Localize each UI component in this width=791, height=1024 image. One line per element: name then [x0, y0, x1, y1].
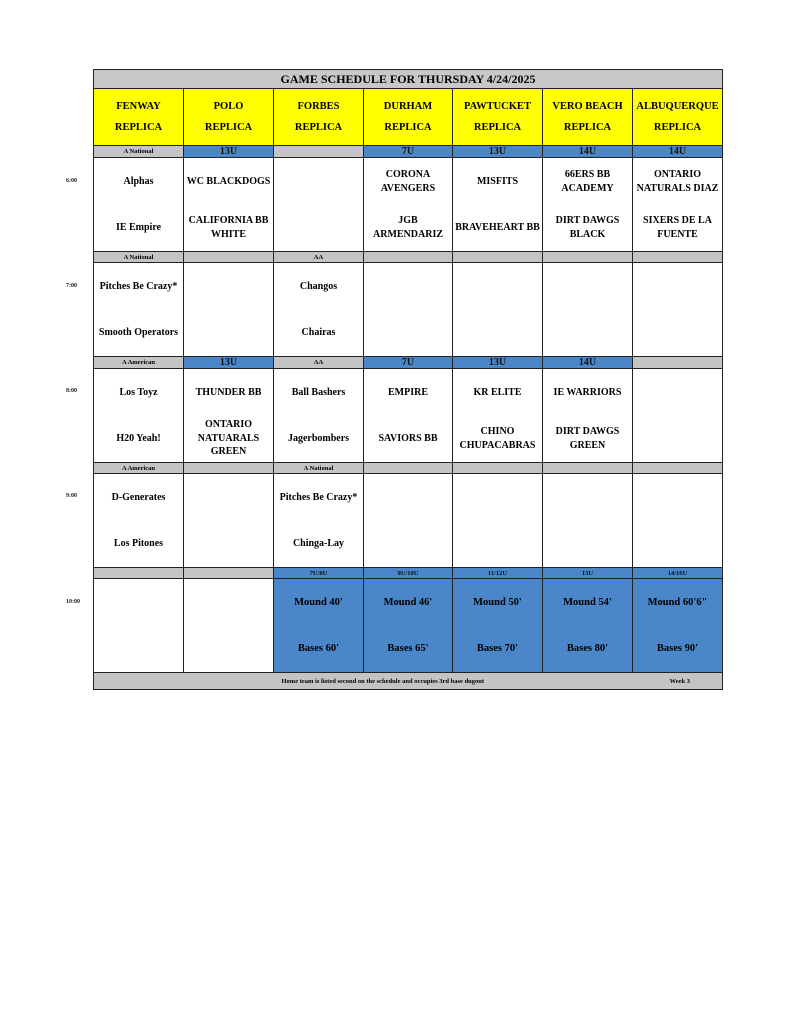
dimension-cell	[274, 579, 364, 673]
division-label: 7U	[364, 146, 453, 158]
division-row	[94, 568, 723, 579]
base-distance: Bases 60'	[297, 642, 340, 654]
game-cell	[94, 369, 184, 463]
dimension-cell	[364, 579, 453, 673]
time-label-6: 6:00	[66, 178, 77, 184]
home-team: Chinga-Lay	[292, 537, 345, 549]
division-label	[364, 252, 453, 263]
game-cell	[184, 369, 274, 463]
week-label: Week 3	[669, 677, 690, 685]
away-team	[543, 475, 632, 521]
game-cell	[453, 263, 543, 357]
game-cell	[633, 474, 723, 568]
home-team: Smooth Operators	[98, 326, 179, 338]
division-label	[453, 463, 543, 474]
field-header: PAWTUCKET REPLICA	[453, 89, 543, 146]
field-header-row	[94, 89, 723, 146]
base-distance: Bases 65'	[387, 642, 429, 654]
home-team: CHINO CHUPACABRAS	[459, 426, 536, 451]
dimension-cell	[184, 579, 274, 673]
game-cell	[364, 474, 453, 568]
mound-distance	[94, 580, 183, 626]
game-cell	[453, 369, 543, 463]
away-team	[453, 264, 542, 310]
field-header: FENWAY REPLICA	[94, 89, 184, 146]
home-team: DIRT DAWGS BLACK	[555, 215, 620, 240]
division-row	[94, 146, 723, 158]
division-label: A National	[94, 252, 184, 263]
home-team	[364, 521, 452, 567]
away-team	[633, 264, 722, 310]
division-label: 13U	[543, 568, 633, 579]
footer-note: Home team is listed second on the schedule and occupies 3rd base dugout	[281, 677, 485, 685]
field-header: ALBUQUERQUE REPLICA	[633, 89, 723, 146]
mound-distance: Mound 54'	[563, 596, 612, 608]
field-header: POLO REPLICA	[184, 89, 274, 146]
dimensions-row	[94, 579, 723, 673]
home-team	[184, 521, 273, 567]
away-team: Alphas	[123, 175, 154, 187]
division-label	[453, 252, 543, 263]
home-team: BRAVEHEART BB	[455, 221, 540, 233]
division-label	[274, 146, 364, 158]
mound-distance: Mound 40'	[294, 596, 343, 608]
game-cell	[543, 369, 633, 463]
home-team	[453, 521, 542, 567]
away-team	[633, 475, 722, 521]
away-team	[274, 159, 363, 205]
division-label: 13U	[453, 357, 543, 369]
base-distance	[94, 626, 183, 672]
division-label: 11/12U	[453, 568, 543, 579]
home-team: Los Pitones	[113, 537, 164, 549]
division-label	[633, 463, 723, 474]
division-row	[94, 252, 723, 263]
field-header: FORBES REPLICA	[274, 89, 364, 146]
division-label	[543, 463, 633, 474]
game-cell	[633, 263, 723, 357]
game-cell	[94, 263, 184, 357]
division-label	[184, 252, 274, 263]
home-team: JGB ARMENDARIZ	[373, 215, 443, 240]
home-team: Jagerbombers	[287, 432, 350, 444]
away-team: KR ELITE	[473, 386, 522, 398]
division-label: 7U	[364, 357, 453, 369]
away-team	[184, 264, 273, 310]
division-label: 13U	[184, 146, 274, 158]
field-header: VERO BEACH REPLICA	[543, 89, 633, 146]
game-cell	[364, 263, 453, 357]
game-cell	[274, 474, 364, 568]
game-row	[94, 369, 723, 463]
division-label	[543, 252, 633, 263]
dimension-cell	[94, 579, 184, 673]
away-team: Pitches Be Crazy*	[279, 491, 358, 503]
division-label	[633, 252, 723, 263]
division-label: 14U	[543, 357, 633, 369]
away-team: Pitches Be Crazy*	[99, 280, 178, 292]
game-cell	[274, 263, 364, 357]
division-label: 14/16U	[633, 568, 723, 579]
game-cell	[274, 158, 364, 252]
division-label: A National	[274, 463, 364, 474]
away-team: MISFITS	[476, 175, 519, 187]
home-team: Chairas	[301, 326, 336, 338]
home-team	[633, 416, 722, 462]
game-cell	[633, 369, 723, 463]
division-label: AA	[274, 357, 364, 369]
away-team: Changos	[299, 280, 338, 292]
away-team: Ball Bashers	[291, 386, 346, 398]
division-label: 14U	[633, 146, 723, 158]
game-cell	[543, 474, 633, 568]
away-team: THUNDER BB	[195, 386, 262, 398]
game-cell	[543, 158, 633, 252]
game-cell	[274, 369, 364, 463]
home-team: IE Empire	[115, 221, 162, 233]
division-label	[184, 463, 274, 474]
dimension-cell	[633, 579, 723, 673]
field-header: DURHAM REPLICA	[364, 89, 453, 146]
home-team: SIXERS DE LA FUENTE	[643, 215, 712, 240]
division-label: 7U/8U	[274, 568, 364, 579]
mound-distance: Mound 50'	[473, 596, 522, 608]
home-team	[184, 310, 273, 356]
game-cell	[94, 158, 184, 252]
home-team: H20 Yeah!	[116, 432, 161, 444]
home-team	[274, 205, 363, 251]
schedule-table	[93, 69, 723, 690]
away-team	[543, 264, 632, 310]
division-label	[633, 357, 723, 369]
home-team: SAVIORS BB	[378, 432, 438, 444]
division-label: 9U/10U	[364, 568, 453, 579]
division-label: AA	[274, 252, 364, 263]
game-cell	[184, 474, 274, 568]
division-row	[94, 463, 723, 474]
time-label-8: 8:00	[66, 388, 77, 394]
game-cell	[364, 369, 453, 463]
away-team	[364, 475, 452, 521]
away-team	[453, 475, 542, 521]
game-cell	[453, 474, 543, 568]
home-team: ONTARIO NATUARALS GREEN	[197, 419, 260, 458]
home-team: DIRT DAWGS GREEN	[555, 426, 620, 451]
home-team	[543, 310, 632, 356]
game-cell	[94, 474, 184, 568]
home-team	[633, 521, 722, 567]
away-team	[184, 475, 273, 521]
footer	[94, 673, 723, 690]
away-team: WC BLACKDOGS	[186, 175, 271, 187]
game-row	[94, 474, 723, 568]
game-cell	[543, 263, 633, 357]
division-label	[94, 568, 184, 579]
game-cell	[633, 158, 723, 252]
away-team: Los Toyz	[119, 386, 158, 398]
game-row	[94, 158, 723, 252]
mound-distance	[184, 580, 273, 626]
away-team: ONTARIO NATURALS DIAZ	[636, 169, 719, 194]
base-distance: Bases 70'	[476, 642, 519, 654]
division-label: A American	[94, 463, 184, 474]
away-team	[633, 370, 722, 416]
base-distance: Bases 80'	[566, 642, 609, 654]
away-team: 66ERS BB ACADEMY	[561, 169, 614, 194]
time-label-7: 7:00	[66, 283, 77, 289]
mound-distance: Mound 60'6"	[647, 596, 708, 608]
time-label-9: 9:00	[66, 493, 77, 499]
game-cell	[184, 158, 274, 252]
dimension-cell	[453, 579, 543, 673]
division-label	[184, 568, 274, 579]
division-label: 14U	[543, 146, 633, 158]
mound-distance: Mound 46'	[383, 596, 433, 608]
base-distance	[184, 626, 273, 672]
away-team: IE WARRIORS	[553, 386, 622, 398]
division-label: 13U	[453, 146, 543, 158]
base-distance: Bases 90'	[656, 642, 699, 654]
home-team	[543, 521, 632, 567]
time-label-10: 10:00	[66, 599, 80, 605]
division-label: A National	[94, 146, 184, 158]
away-team: EMPIRE	[388, 386, 428, 398]
away-team	[364, 264, 452, 310]
home-team	[364, 310, 452, 356]
away-team: D-Generates	[111, 491, 166, 503]
game-cell	[184, 263, 274, 357]
page-title: GAME SCHEDULE FOR THURSDAY 4/24/2025	[94, 70, 723, 89]
game-row	[94, 263, 723, 357]
division-label	[364, 463, 453, 474]
division-row	[94, 357, 723, 369]
away-team: CORONA AVENGERS	[380, 169, 436, 194]
home-team: CALIFORNIA BB WHITE	[188, 215, 269, 240]
home-team	[633, 310, 722, 356]
game-cell	[364, 158, 453, 252]
division-label: 13U	[184, 357, 274, 369]
division-label: A American	[94, 357, 184, 369]
home-team	[453, 310, 542, 356]
dimension-cell	[543, 579, 633, 673]
game-cell	[453, 158, 543, 252]
